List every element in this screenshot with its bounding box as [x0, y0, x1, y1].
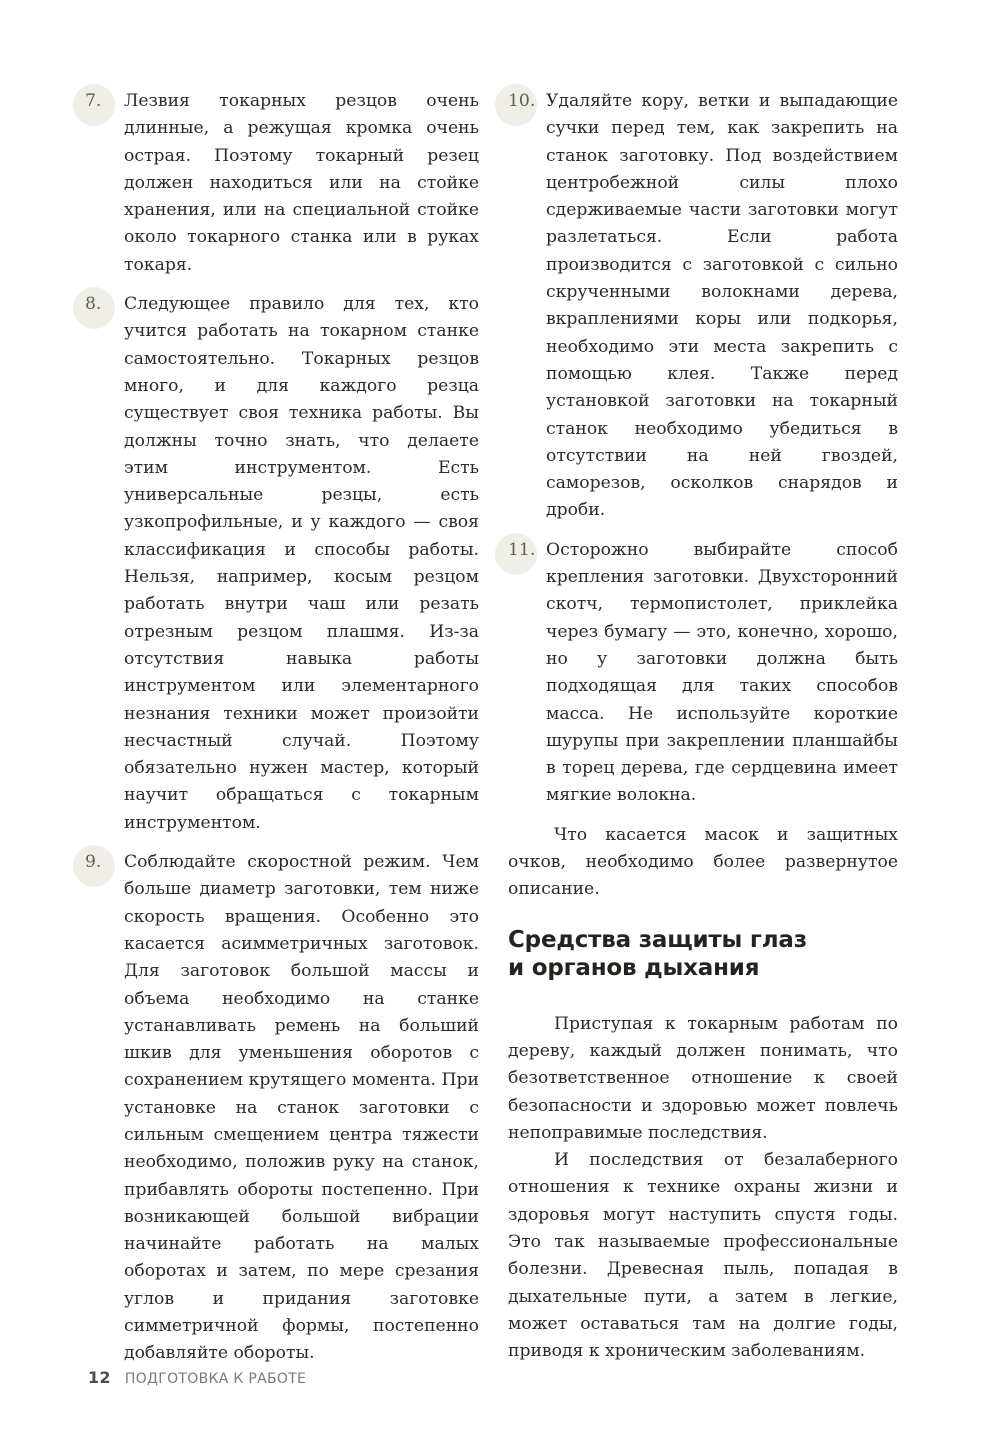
list-item: [73, 849, 479, 1368]
item-number-badge: [495, 533, 537, 575]
heading-line: Средства защиты глаз: [508, 926, 807, 953]
section-heading: [508, 926, 898, 982]
item-number: 11.: [508, 539, 536, 560]
item-number-badge: [495, 84, 537, 126]
body-paragraph: Приступая к токарным работам по дереву, каждый должен понимать, что безответственное отношение к своей безопасности и здоровью может повлечь непоправимые последствия.: [508, 1013, 898, 1143]
item-number: 9.: [85, 852, 102, 873]
page-footer: [88, 1368, 306, 1387]
page-number: 12: [88, 1368, 111, 1387]
list-item: [73, 88, 479, 279]
list-item: [495, 88, 898, 525]
item-text: Лезвия токарных резцов очень длинные, а режущая кромка очень острая. Поэтому токарный резец должен находиться или на стойке хранения, или на специальной стойке около токарного станка или в руках токаря.: [124, 91, 479, 275]
item-text: Соблюдайте скоростной режим. Чем больше диаметр заготовки, тем ниже скорость вращения. Особенно это касается асимметричных заготовок. Для заготовок большой массы и объема необходимо на станке устанавливать ремень на больший шкив для уменьшения оборотов с сохранением крутящего момента. При установке на станок заготовки с сильным смещением центра тяжести необходимо, положив руку на станок, прибавлять обороты постепенно. При возникающей большой вибрации начинайте работать на малых оборотах и затем, по мере срезания углов и придания заготовке симметричной формы, постепенно добавляйте обороты.: [124, 852, 479, 1364]
left-column: [73, 88, 479, 1380]
item-number: 8.: [85, 294, 102, 315]
list-item: [495, 537, 898, 810]
item-number: 7.: [85, 91, 102, 111]
body-paragraph: И последствия от безалаберного отношения к технике охраны жизни и здоровья могут наступить спустя годы. Это так называемые профессиональные болезни. Древесная пыль, попадая в дыхательные пути, а затем в легкие, может оставаться там на долгие годы, приводя к хроническим заболеваниям.: [508, 1150, 898, 1362]
list-item: [73, 291, 479, 837]
item-text: Осторожно выбирайте способ крепления заготовки. Двухсторонний скотч, термопистолет, приклейка через бумагу — это, конечно, хорошо, но у заготовки должна быть подходящая для таких способов масса. Не используйте короткие шурупы при закреплении планшайбы в торец дерева, где сердцевина имеет мягкие волокна.: [546, 539, 898, 806]
item-text: Удаляйте кору, ветки и выпадающие сучки перед тем, как закрепить на станок заготовку. Под воздействием центробежной силы плохо сдерживаемые части заготовки могут разлетаться. Если работа производится с заготовкой с сильно скрученными волокнами дерева, вкраплениями коры или подкорья, необходимо эти места закрепить с помощью клея. Также перед установкой заготовки на токарный станок необходимо убедиться в отсутствии на ней гвоздей, саморезов, осколков снарядов и дроби.: [546, 91, 898, 521]
body-section: [495, 822, 898, 1366]
item-text: Следующее правило для тех, кто учится работать на токарном станке самостоятельно. Токарных резцов много, и для каждого резца существует своя техника работы. Вы должны точно знать, что делаете этим инструментом. Есть универсальные резцы, есть узкопрофильные, и у каждого — своя классификация и способы работы. Нельзя, например, косым резцом работать внутри чаш или резать отрезным резцом плашмя. Из-за отсутствия навыка работы инструментом или элементарного незнания техники может произойти несчастный случай. Поэтому обязательно нужен мастер, который научит обращаться с токарным инструментом.: [124, 294, 479, 833]
item-number-badge: [73, 84, 115, 126]
item-number-badge: [73, 845, 115, 887]
right-column: [495, 88, 898, 1365]
item-number: 10.: [508, 91, 536, 111]
item-number-badge: [73, 287, 115, 329]
heading-line: и органов дыхания: [508, 954, 760, 981]
section-title: ПОДГОТОВКА К РАБОТЕ: [124, 1371, 307, 1387]
intro-paragraph: Что касается масок и защитных очков, необходимо более развернутое описание.: [508, 824, 898, 900]
